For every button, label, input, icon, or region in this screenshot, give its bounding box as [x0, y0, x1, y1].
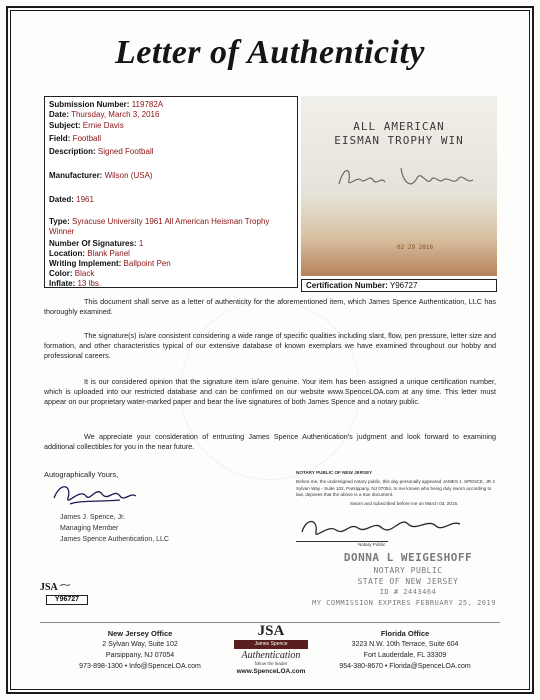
seal-line-3: STATE OF NEW JERSEY: [357, 577, 459, 586]
implement-row: Writing Implement: Ballpoint Pen: [49, 259, 171, 268]
photo-date-stamp: 02 29 2016: [397, 244, 434, 251]
subject-row: Subject: Ernie Davis: [49, 121, 124, 130]
signatures-row: Number Of Signatures: 1: [49, 239, 144, 248]
color-row: Color: Black: [49, 269, 95, 278]
notary-signature-image: [296, 510, 466, 544]
signer-company: James Spence Authentication, LLC: [60, 536, 169, 543]
description-row: Description: Signed Football: [49, 147, 154, 156]
paragraph-1: This document shall serve as a letter of authenticity for the aforementioned item, which James Spence Authentication, LLC has thoroughly examined.: [44, 297, 496, 316]
notary-body: Before me, the undersigned notary public, this day personally appeared JAMES J. SPENCE, JR 2 Sylvan Way - Suite 102, Parsippany, NJ 07054, to me known who being duly sworn according to law, deposes that the above is a true document.: [296, 479, 495, 497]
spence-signature-image: [50, 478, 140, 512]
field-row: Field: Football: [49, 134, 102, 143]
signer-role: Managing Member: [60, 525, 119, 532]
signer-name: James J. Spence, Jr.: [60, 514, 125, 521]
office-florida: Florida Office 3223 N.W. 10th Terrace, Suite 604 Fort Lauderdale, FL 33309 954-380-8670 • Florida@SpenceLOA.com: [339, 629, 471, 670]
item-photo: [301, 96, 497, 276]
office-new-jersey: New Jersey Office 2 Sylvan Way, Suite 102 Parsippany, NJ 07054 973-898-1300 • Info@SpenceLOA.com: [79, 629, 201, 670]
jsa-logo: JSA James Spence Authentication follow the leader www.SpenceLOA.com: [224, 624, 318, 674]
item-details-box: [44, 96, 298, 288]
seal-line-2: NOTARY PUBLIC: [373, 566, 443, 575]
notary-sworn: Sworn and subscribed before me on March 03, 2016.: [350, 501, 459, 506]
photo-text-line2: EISMAN TROPHY WIN: [334, 134, 464, 147]
notary-heading: NOTARY PUBLIC OF NEW JERSEY: [296, 470, 373, 475]
submission-row: Submission Number: 119782A: [49, 100, 164, 109]
inflate-row: Inflate: 13 lbs.: [49, 279, 102, 288]
date-row: Date: Thursday, March 3, 2016: [49, 110, 160, 119]
document-title: Letter of Authenticity: [114, 34, 426, 71]
location-row: Location: Blank Panel: [49, 249, 130, 258]
paragraph-4: We appreciate your consideration of entrusting James Spence Authentication's judgment and look forward to examining additional collectibles for you in the near future.: [44, 432, 496, 451]
svg-text:JSA: JSA: [40, 582, 58, 593]
manufacturer-row: Manufacturer: Wilson (USA): [49, 171, 153, 180]
type-row: Type: Syracuse University 1961 All American Heisman Trophy Winner: [49, 217, 270, 236]
paragraph-3: It is our considered opinion that the signature item is/are genuine. Your item has been assigned a unique certification number, which is uploaded into our restricted database and can be confirmed on our website www.SpenceLOA.com at any time. This letter must appear on our proprietary water-marked paper and bear the live signatures of both James Spence and a notary public.: [44, 377, 496, 406]
photo-text-line1: ALL AMERICAN: [353, 120, 445, 133]
jsa-sticker-id: Y96727: [46, 595, 88, 605]
notary-public-label: Notary Public: [358, 542, 386, 547]
paragraph-2: The signature(s) is/are consistent considering a wide range of specific qualities including slant, flow, pen pressure, letter size and formation, and other characteristics typical of our extensive database of known exemplars we have examined throughout our hobby and professional careers.: [44, 331, 496, 360]
dated-row: Dated: 1961: [49, 195, 94, 204]
seal-line-4: ID # 2443464: [379, 588, 437, 596]
certification-box: Certification Number: Y96727: [301, 279, 497, 292]
seal-name: DONNA L WEIGESHOFF: [343, 551, 473, 564]
closing-text: Autographically Yours,: [44, 470, 119, 479]
football-signature-image: [331, 158, 481, 198]
seal-line-5: MY COMMISSION EXPIRES FEBRUARY 25, 2019: [312, 599, 496, 607]
